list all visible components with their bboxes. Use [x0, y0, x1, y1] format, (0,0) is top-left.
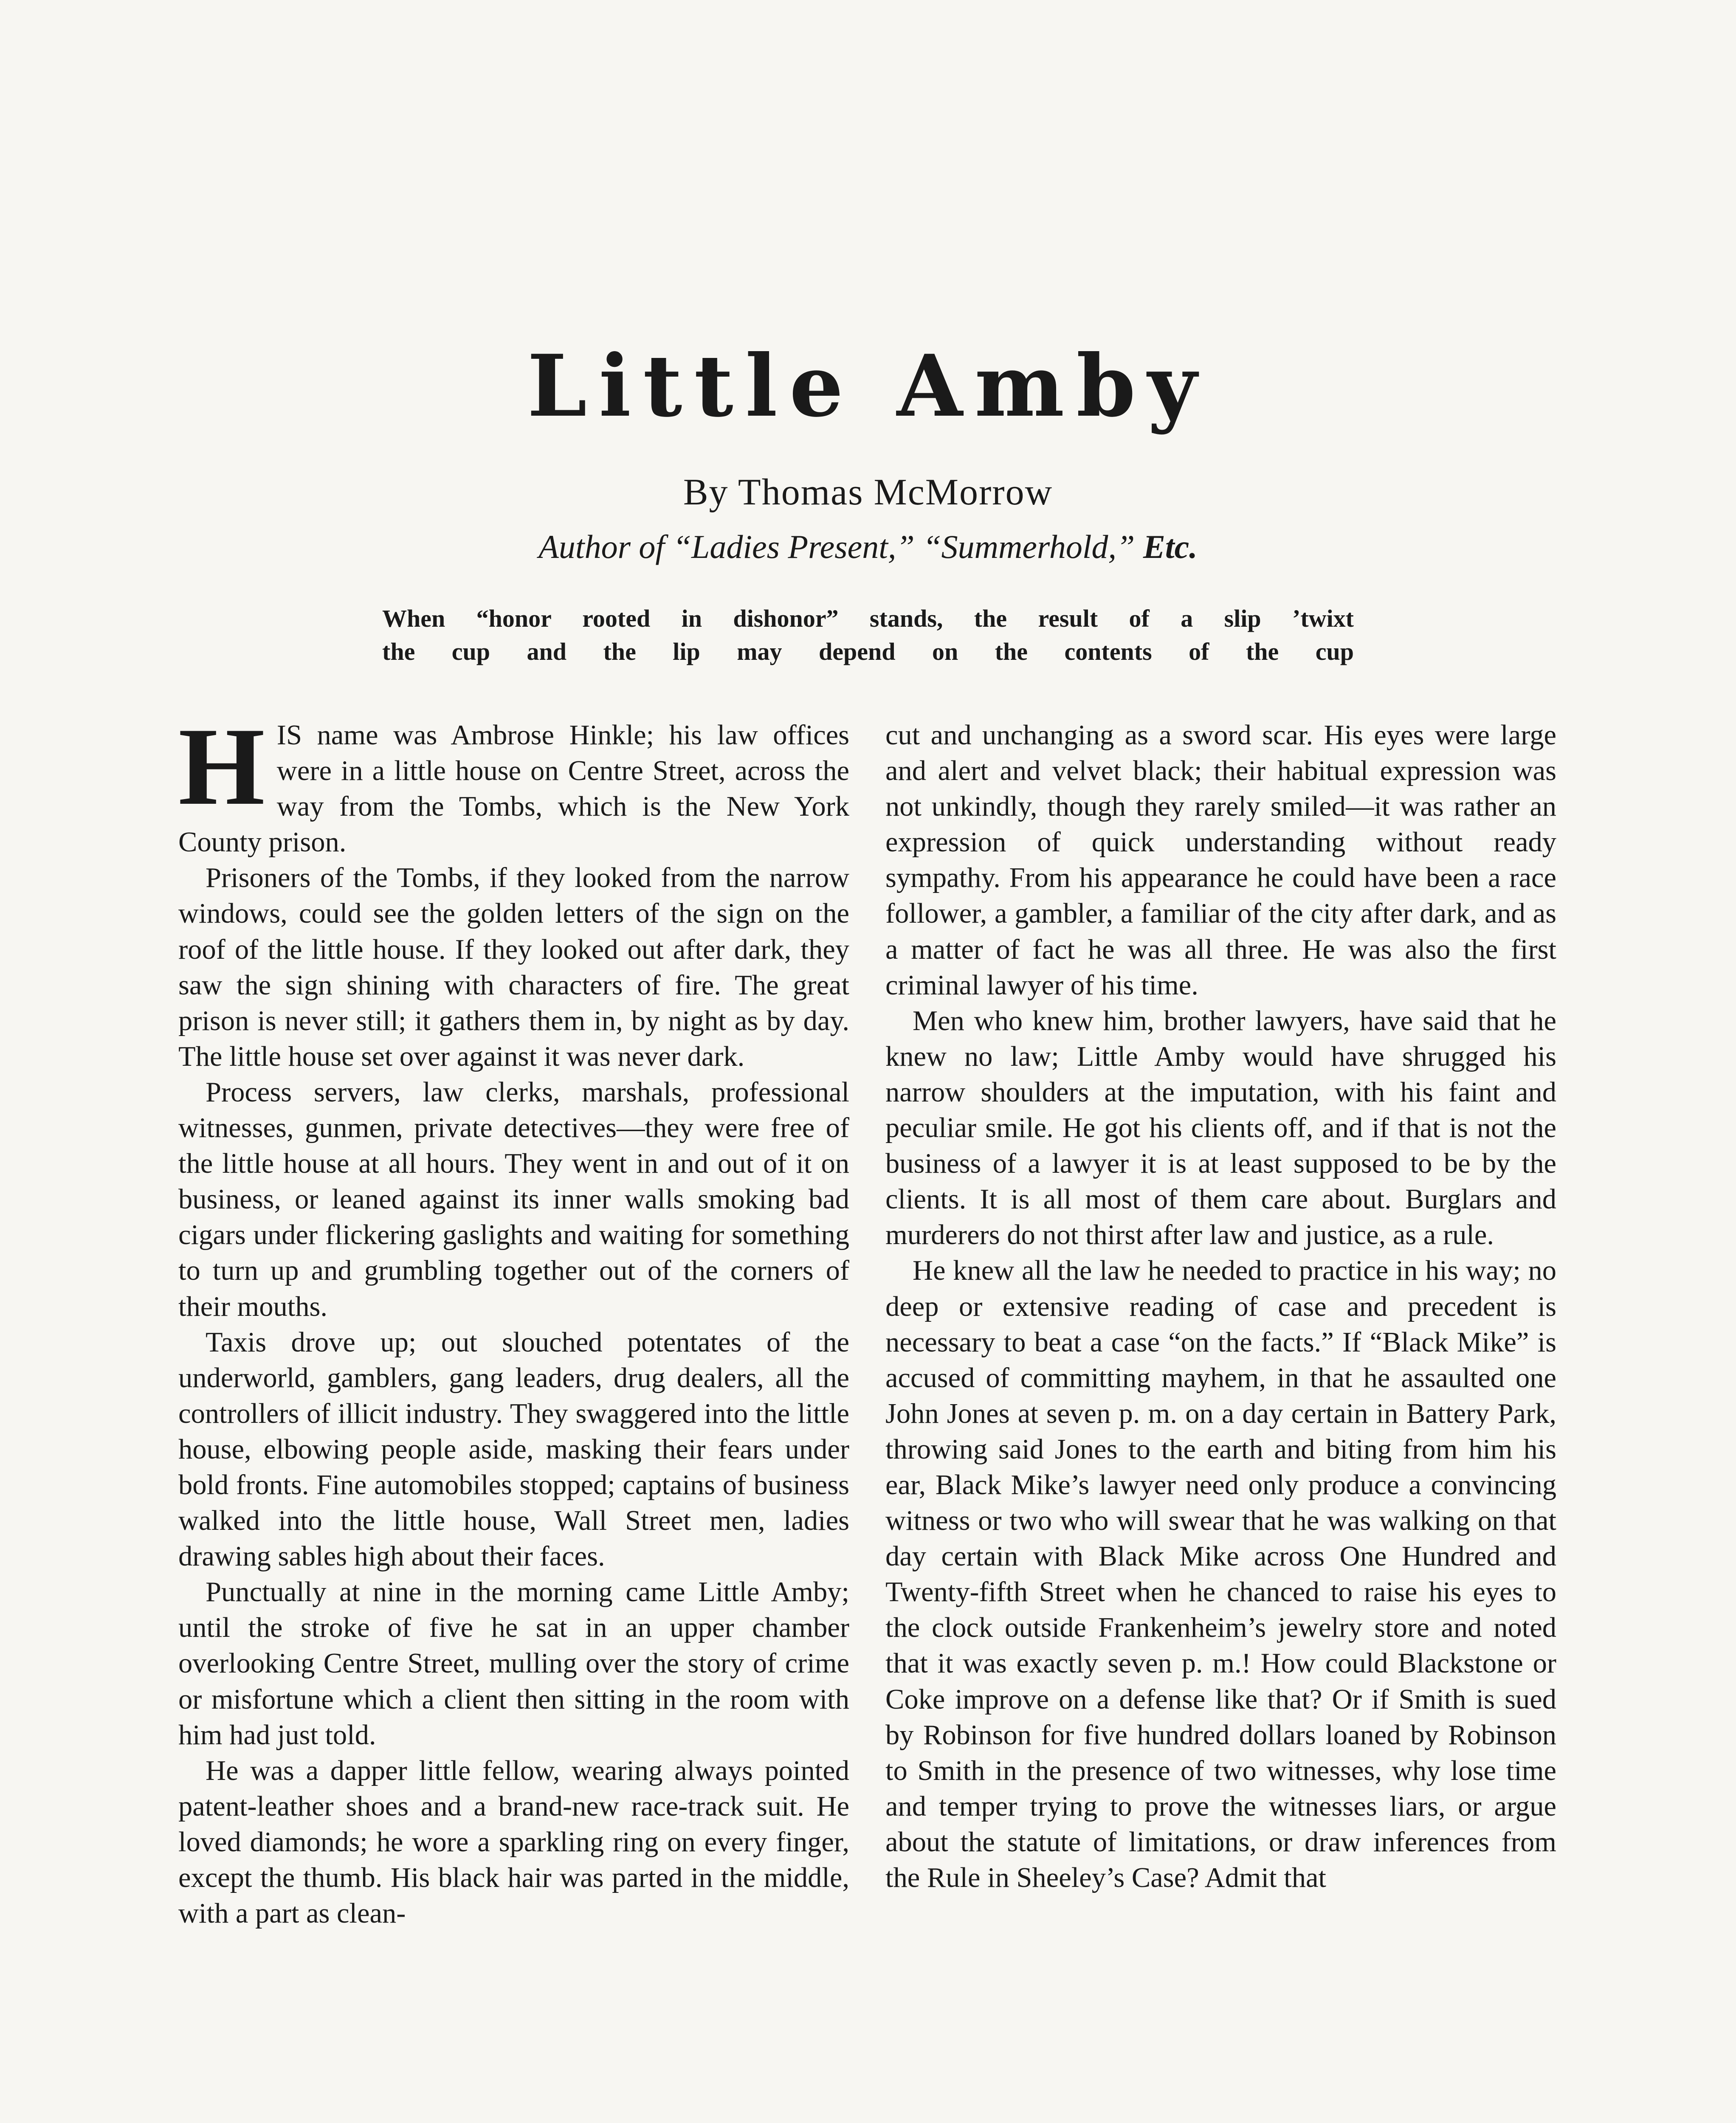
- author-of-prefix: Author of: [538, 528, 665, 565]
- teaser: [382, 602, 1354, 668]
- paragraph: Process servers, law clerks, marshals, professional witnesses, gunmen, private detectives—they were free of the little house at all hours. They went in and out of it on business, or leaned against its inner walls smoking bad cigars under flickering gaslights and waiting for something to turn up and grumbling together out of the corners of their mouths.: [178, 1076, 849, 1322]
- story-title: Little Amby: [527, 336, 1209, 436]
- paragraph: Prisoners of the Tombs, if they looked from the narrow windows, could see the golden letters of the sign on the roof of the little house. If they looked out after dark, they saw the sign shining with characters of fire. The great prison is never still; it gathers them in, by night as by day. The little house set over against it was never dark.: [178, 862, 849, 1072]
- drop-cap: H: [178, 705, 265, 828]
- paragraph: He knew all the law he needed to practice in his way; no deep or extensive reading of case and precedent is necessary to beat a case “on the facts.” If “Black Mike” is accused of committing mayhem, in that he assaulted one John Jones at seven p. m. on a day certain in Battery Park, throwing said Jones to the earth and biting from him his ear, Black Mike’s lawyer need only produce a convincing witness or two who will swear that he was walking on that day certain with Black Mike across One Hundred and Twenty-fifth Street when he chanced to raise his eyes to the clock outside Frankenheim’s jewelry store and noted that it was exactly seven p. m.! How could Blackstone or Coke improve on a defense like that? Or if Smith is sued by Robinson for five hundred dollars loaned by Robinson to Smith in the presence of two witnesses, why lose time and temper trying to prove the witnesses liars, or argue about the statute of limitations, or draw inferences from the Rule in Sheeley’s Case? Admit that: [885, 1255, 1556, 1893]
- teaser-line-1: When “honor rooted in dishonor” stands, the result of a slip ’twixt: [382, 605, 1354, 632]
- paragraph: Men who knew him, brother lawyers, have said that he knew no law; Little Amby would have shrugged his narrow shoulders at the imputation, with his faint and peculiar smile. He got his clients off, and if that is not the business of a lawyer it is at least supposed to be by the clients. It is all most of them care about. Burglars and murderers do not thirst after law and justice, as a rule.: [885, 1005, 1556, 1251]
- paragraph: He was a dapper little fellow, wearing always pointed patent-leather shoes and a brand-new race-track suit. He loved diamonds; he wore a sparkling ring on every finger, except the thumb. His black hair was parted in the middle, with a part as clean-: [178, 1755, 849, 1929]
- author-works: “Ladies Present,” “Summerhold,”: [673, 528, 1135, 565]
- right-column: [885, 718, 1556, 1896]
- paragraph: Punctually at nine in the morning came Little Amby; until the stroke of five he sat in an upper chamber overlooking Centre Street, mulling over the story of crime or misfortune which a client then sitting in the room with him had just told.: [178, 1577, 849, 1751]
- author-etc: Etc.: [1143, 528, 1198, 565]
- teaser-line-2: the cup and the lip may depend on the contents of the cup: [382, 638, 1354, 665]
- left-column: [178, 705, 849, 1932]
- paragraph-text: IS name was Ambrose Hinkle; his law offices were in a little house on Centre Street, across the way from the Tombs, which is the New York County prison.: [178, 720, 849, 858]
- paragraph: Taxis drove up; out slouched potentates of the underworld, gamblers, gang leaders, drug dealers, all the controllers of illicit industry. They swaggered into the little house, elbowing people aside, masking their fears under bold fronts. Fine automobiles stopped; captains of business walked into the little house, Wall Street men, ladies drawing sables high about their faces.: [178, 1326, 849, 1572]
- paragraph: cut and unchanging as a sword scar. His eyes were large and alert and velvet black; their habitual expression was not unkindly, though they rarely smiled—it was rather an expression of quick understanding without ready sympathy. From his appearance he could have been a race follower, a gambler, a familiar of the city after dark, and as a matter of fact he was all three. He was also the first criminal lawyer of his time.: [885, 720, 1556, 1001]
- paragraph: [178, 705, 849, 860]
- byline: By Thomas McMorrow: [683, 472, 1053, 513]
- author-credits: [0, 526, 1736, 568]
